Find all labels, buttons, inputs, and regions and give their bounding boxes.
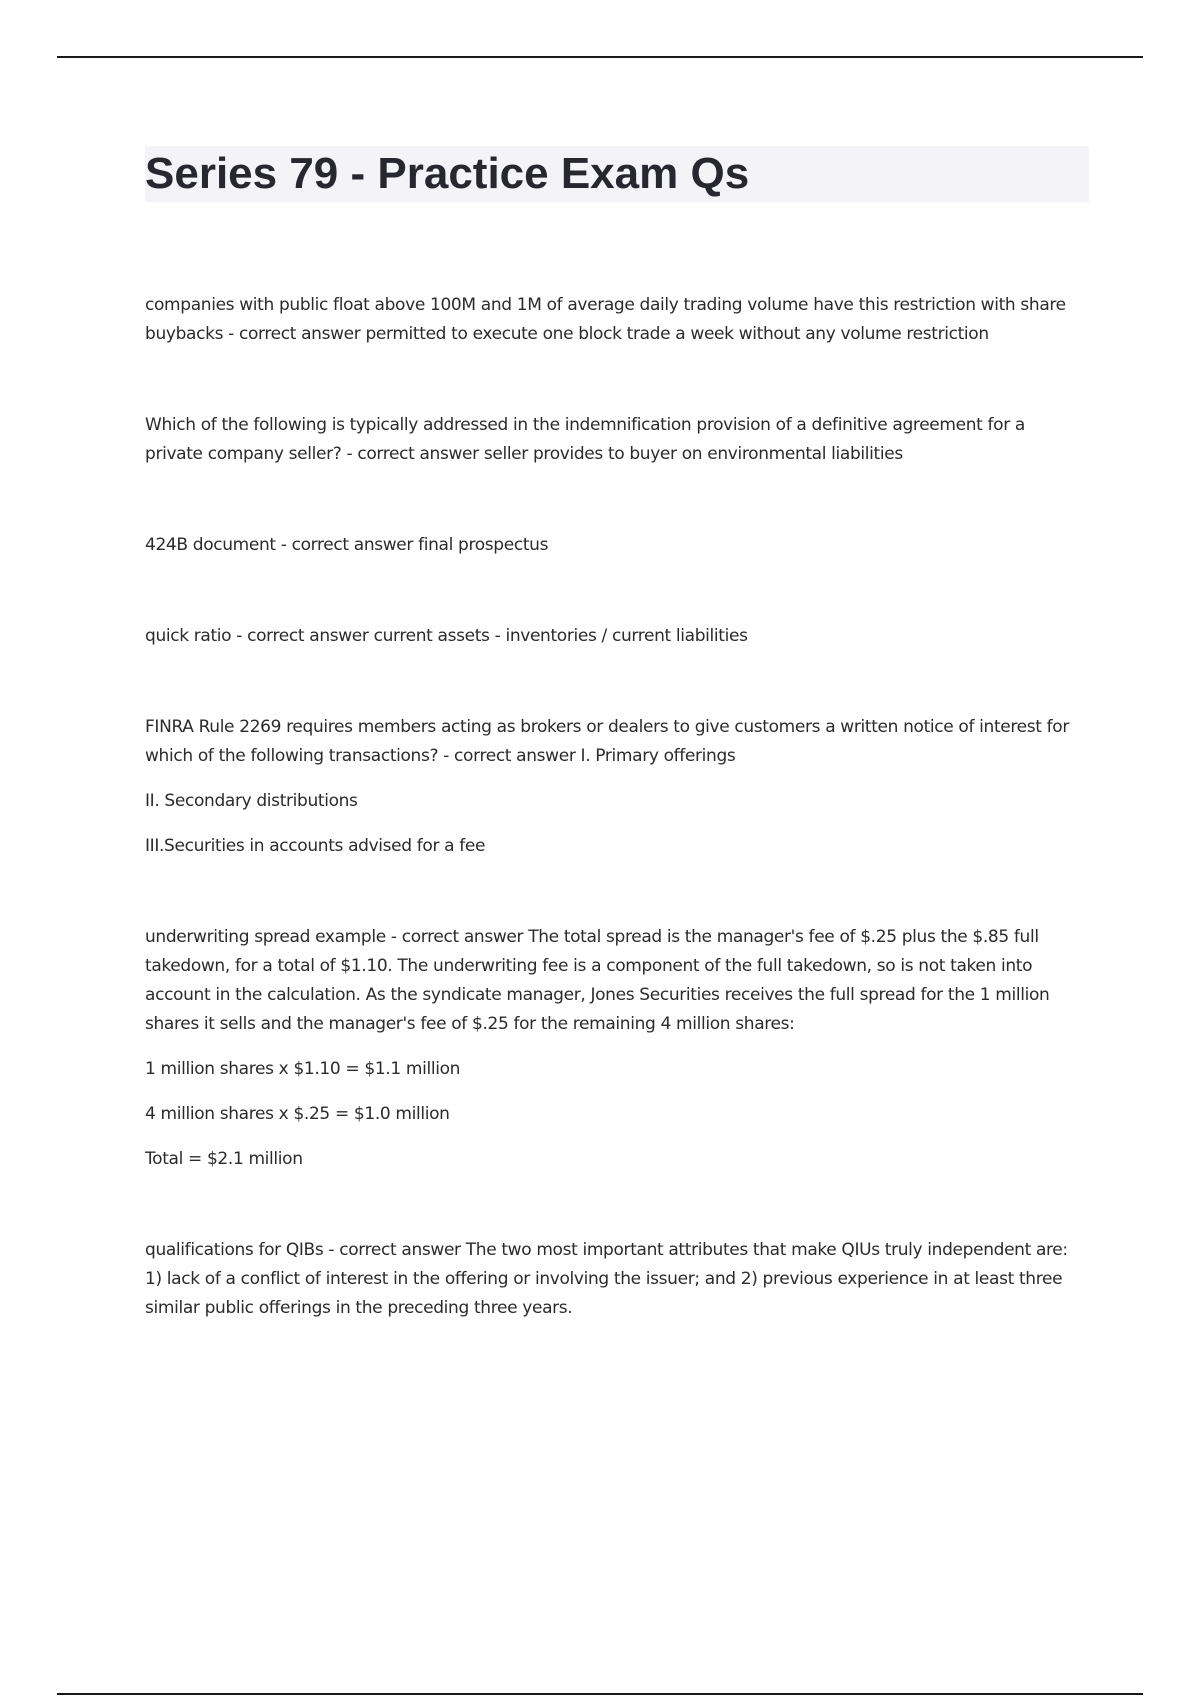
calc-total: Total = $2.1 million bbox=[145, 1149, 303, 1169]
qa-text: qualifications for QIBs - correct answer The two most important attributes that make QIUs truly independent are: 1) lack of a conflict of interest in the offering or involving the issuer; and 2) previous experience in at least three similar public offerings in the preceding three years. bbox=[145, 1240, 1068, 1318]
qa-item-buyback-restriction bbox=[145, 291, 1085, 349]
bottom-rule bbox=[57, 1693, 1143, 1695]
qa-subpoint: III.Securities in accounts advised for a fee bbox=[145, 836, 486, 856]
qa-text: underwriting spread example - correct answer The total spread is the manager's fee of $.25 plus the $.85 full takedown, for a total of $1.10. The underwriting fee is a component of the full takedown, so is not taken into account in the calculation. As the syndicate manager, Jones Securities receives the full spread for the 1 million shares it sells and the manager's fee of $.25 for the remaining 4 million shares: bbox=[145, 927, 1050, 1034]
qa-item-424b bbox=[145, 531, 1085, 560]
qa-subpoint: II. Secondary distributions bbox=[145, 791, 358, 811]
qa-item-underwriting-spread bbox=[145, 923, 1085, 1174]
qa-text: FINRA Rule 2269 requires members acting as brokers or dealers to give customers a written notice of interest for which of the following transactions? - correct answer I. Primary offerings bbox=[145, 717, 1069, 766]
qa-text: 424B document - correct answer final prospectus bbox=[145, 535, 549, 555]
calc-line: 4 million shares x $.25 = $1.0 million bbox=[145, 1104, 450, 1124]
qa-list bbox=[145, 291, 1085, 1385]
calc-line: 1 million shares x $1.10 = $1.1 million bbox=[145, 1059, 461, 1079]
top-rule bbox=[57, 56, 1143, 58]
qa-text: quick ratio - correct answer current assets - inventories / current liabilities bbox=[145, 626, 748, 646]
qa-item-finra-2269 bbox=[145, 713, 1085, 861]
page-title: Series 79 - Practice Exam Qs bbox=[145, 149, 750, 198]
qa-item-indemnification bbox=[145, 411, 1085, 469]
qa-text: companies with public float above 100M and 1M of average daily trading volume have this restriction with share buybacks - correct answer permitted to execute one block trade a week without any volume restriction bbox=[145, 295, 1066, 344]
qa-text: Which of the following is typically addressed in the indemnification provision of a definitive agreement for a private company seller? - correct answer seller provides to buyer on environmental liabilities bbox=[145, 415, 1025, 464]
qa-item-quick-ratio bbox=[145, 622, 1085, 651]
qa-item-qib-qualifications bbox=[145, 1236, 1085, 1323]
